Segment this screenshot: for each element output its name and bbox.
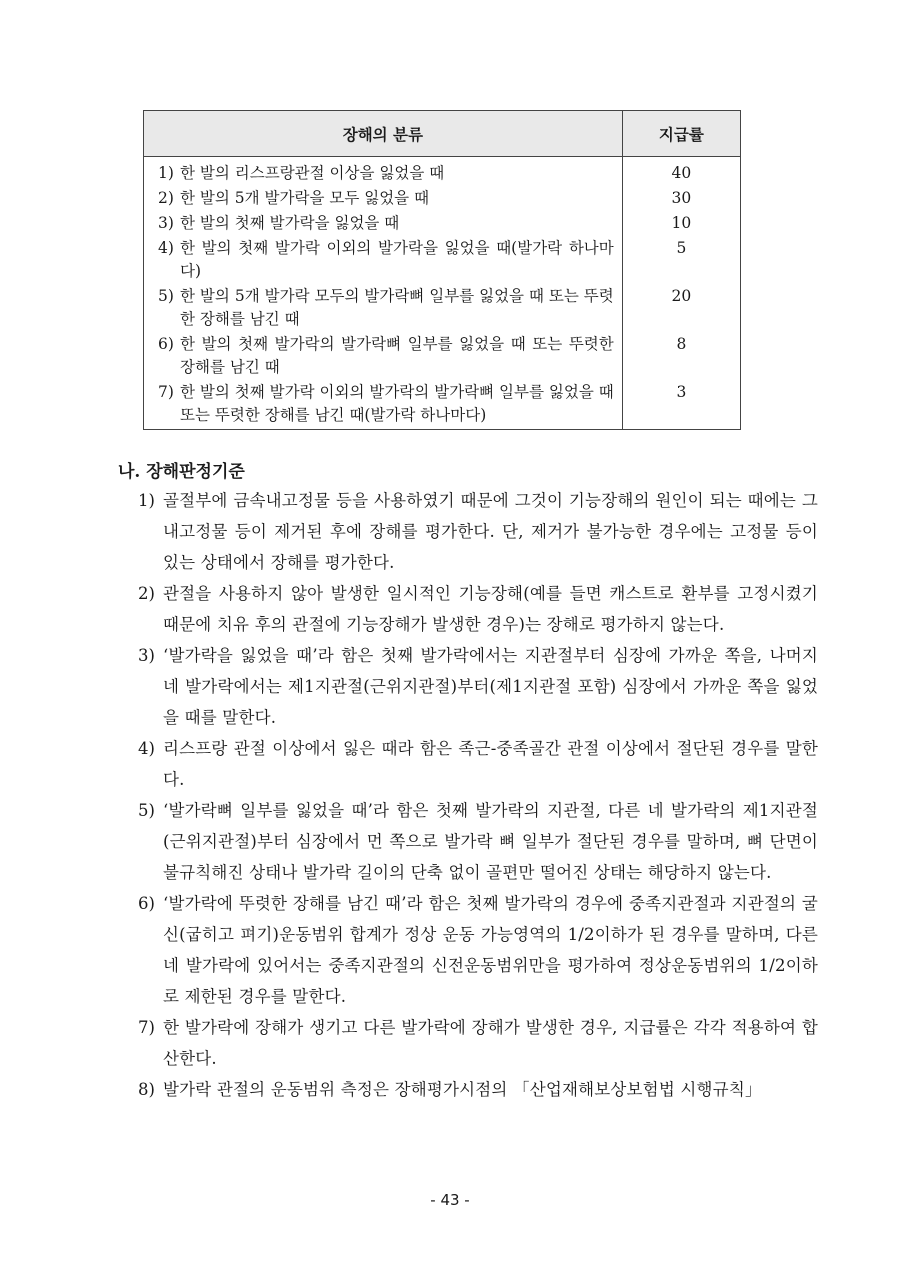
item-number: 1) [138,491,155,510]
criteria-item [138,1012,818,1074]
item-text: ‘발가락을 잃었을 때’라 함은 첫째 발가락에서는 지관절부터 심장에 가까운 쪽을, 나머지 네 발가락에서는 제1지관절(근위지관절)부터(제1지관절 포함) 심장에서 가까운 쪽을 잃었을 때를 말한다. [163,646,818,727]
classification-cell [144,211,623,236]
item-number: 7) [138,1018,155,1037]
item-number: 8) [138,1080,155,1099]
row-description: 한 발의 첫째 발가락을 잃었을 때 [180,214,400,232]
table-row [144,284,741,332]
item-text: 리스프랑 관절 이상에서 잃은 때라 함은 족근-중족골간 관절 이상에서 절단된 경우를 말한다. [163,739,818,789]
row-description: 한 발의 첫째 발가락의 발가락뼈 일부를 잃었을 때 또는 뚜렷한 장해를 남긴 때 [180,335,614,376]
classification-cell [144,284,623,332]
item-text: 골절부에 금속내고정물 등을 사용하였기 때문에 그것이 기능장해의 원인이 되는 때에는 그 내고정물 등이 제거된 후에 장해를 평가한다. 단, 제거가 불가능한 경우에는 고정물 등이 있는 상태에서 장해를 평가한다. [163,491,818,572]
rate-value: 3 [676,383,687,401]
row-number: 1) [158,164,174,182]
table-row [144,332,741,380]
criteria-item [138,640,818,733]
criteria-item [138,795,818,888]
rate-value: 40 [671,164,692,182]
rate-cell [622,211,740,236]
item-number: 4) [138,739,155,758]
table-row [144,236,741,284]
table-row [144,186,741,211]
table-header-row [144,111,741,157]
header-payment-rate: 지급률 [622,111,740,157]
rate-cell [622,157,740,187]
row-description: 한 발의 리스프랑관절 이상을 잃었을 때 [180,164,445,182]
classification-cell [144,186,623,211]
row-description: 한 발의 첫째 발가락 이외의 발가락을 잃었을 때(발가락 하나마다) [180,239,614,280]
criteria-item [138,733,818,795]
rate-value: 30 [671,189,692,207]
rate-value: 10 [671,214,692,232]
classification-cell [144,157,623,187]
table-row [144,380,741,430]
disability-rate-table [143,110,741,430]
table-row [144,157,741,187]
classification-cell [144,236,623,284]
rate-cell [622,380,740,430]
item-text: 한 발가락에 장해가 생기고 다른 발가락에 장해가 발생한 경우, 지급률은 각각 적용하여 합산한다. [163,1018,818,1068]
item-text: 관절을 사용하지 않아 발생한 일시적인 기능장해(예를 들면 캐스트로 환부를 고정시켰기 때문에 치유 후의 관절에 기능장해가 발생한 경우)는 장해로 평가하지 않는다. [163,584,818,634]
row-number: 7) [158,383,174,401]
item-number: 2) [138,584,155,603]
item-text: 발가락 관절의 운동범위 측정은 장해평가시점의 「산업재해보상보험법 시행규칙」 [163,1080,762,1099]
rate-cell [622,332,740,380]
row-number: 3) [158,214,174,232]
item-number: 5) [138,801,155,820]
row-number: 6) [158,335,174,353]
classification-cell [144,380,623,430]
item-text: ‘발가락에 뚜렷한 장해를 남긴 때’라 함은 첫째 발가락의 경우에 중족지관절과 지관절의 굴신(굽히고 펴기)운동범위 합계가 정상 운동 가능영역의 1/2이하가 된 경우를 말하며, 다른 네 발가락에 있어서는 중족지관절의 신전운동범위만을 평가하여 정상운동범위의 1/2이하로 제한된 경우를 말한다. [163,894,818,1006]
table-row [144,211,741,236]
row-number: 4) [158,239,174,257]
classification-cell [144,332,623,380]
row-number: 2) [158,189,174,207]
criteria-list [138,485,818,1105]
criteria-item [138,1074,818,1105]
rate-cell [622,236,740,284]
item-number: 3) [138,646,155,665]
rate-value: 20 [671,287,692,305]
rate-value: 5 [676,239,687,257]
rate-cell [622,186,740,211]
criteria-item [138,888,818,1012]
row-description: 한 발의 첫째 발가락 이외의 발가락의 발가락뼈 일부를 잃었을 때 또는 뚜렷한 장해를 남긴 때(발가락 하나마다) [180,383,614,424]
item-number: 6) [138,894,155,913]
item-text: ‘발가락뼈 일부를 잃었을 때’라 함은 첫째 발가락의 지관절, 다른 네 발가락의 제1지관절(근위지관절)부터 심장에서 먼 쪽으로 발가락 뼈 일부가 절단된 경우를 말하며, 뼈 단면이 불규칙해진 상태나 발가락 길이의 단축 없이 골편만 떨어진 상태는 해당하지 않는다. [163,801,818,882]
row-number: 5) [158,287,174,305]
criteria-item [138,485,818,578]
row-description: 한 발의 5개 발가락 모두의 발가락뼈 일부를 잃었을 때 또는 뚜렷한 장해를 남긴 때 [180,287,614,328]
criteria-item [138,578,818,640]
row-description: 한 발의 5개 발가락을 모두 잃었을 때 [180,189,430,207]
rate-value: 8 [676,335,687,353]
page-number: - 43 - [430,1191,470,1209]
section-heading: 나. 장해판정기준 [118,462,245,482]
rate-cell [622,284,740,332]
header-classification: 장해의 분류 [144,111,623,157]
